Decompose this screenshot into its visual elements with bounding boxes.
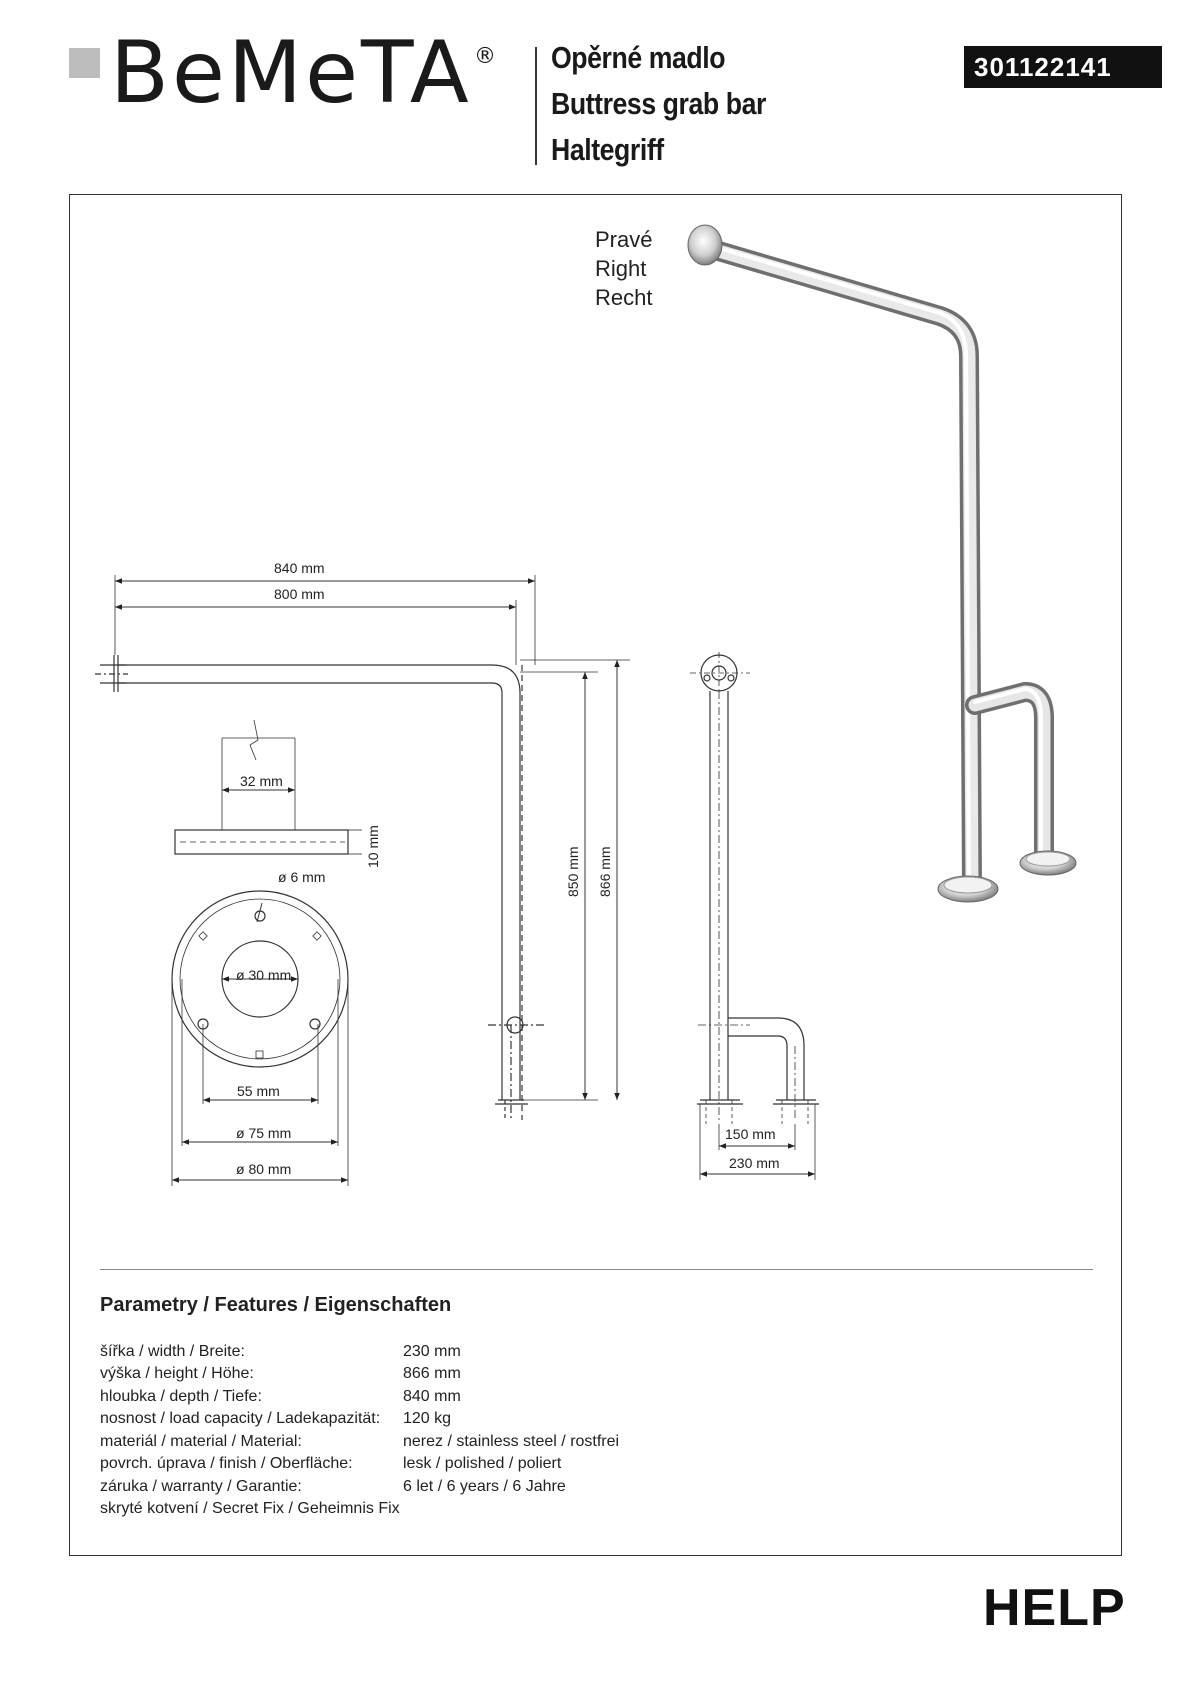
spec-value: 230 mm bbox=[403, 1343, 461, 1360]
brand-logo: BeMeTA bbox=[110, 23, 472, 123]
spec-label: záruka / warranty / Garantie: bbox=[100, 1478, 302, 1495]
dim-75: ø 75 mm bbox=[236, 1125, 292, 1141]
dim-850: 850 mm bbox=[565, 846, 581, 897]
front-view bbox=[690, 652, 819, 1180]
spec-label: skryté kotvení / Secret Fix / Geheimnis Fix bbox=[100, 1500, 400, 1517]
section-separator bbox=[100, 1269, 1093, 1270]
spec-label: materiál / material / Material: bbox=[100, 1433, 302, 1450]
dim-30: ø 30 mm bbox=[236, 967, 292, 983]
dim-80: ø 80 mm bbox=[236, 1161, 292, 1177]
spec-label: šířka / width / Breite: bbox=[100, 1343, 245, 1360]
dim-800: 800 mm bbox=[274, 586, 325, 602]
dim-10: 10 mm bbox=[365, 825, 381, 868]
variant-de: Recht bbox=[595, 285, 653, 310]
spec-row bbox=[100, 1343, 800, 1365]
title-cz: Opěrné madlo bbox=[551, 40, 726, 75]
product-code: 301122141 bbox=[964, 46, 1162, 88]
spec-row bbox=[100, 1410, 800, 1432]
dim-32: 32 mm bbox=[240, 773, 283, 789]
spec-row bbox=[100, 1455, 800, 1477]
flange-front-view bbox=[172, 891, 348, 1186]
dim-230: 230 mm bbox=[729, 1155, 780, 1171]
registered-mark: ® bbox=[474, 44, 496, 69]
spec-value: nerez / stainless steel / rostfrei bbox=[403, 1433, 620, 1450]
spec-row bbox=[100, 1388, 800, 1410]
spec-row bbox=[100, 1478, 800, 1500]
spec-label: nosnost / load capacity / Ladekapazität: bbox=[100, 1410, 381, 1427]
dim-866: 866 mm bbox=[597, 846, 613, 897]
title-en: Buttress grab bar bbox=[551, 86, 766, 121]
title-de: Haltegriff bbox=[551, 132, 664, 167]
series-name: HELP bbox=[983, 1579, 1126, 1637]
spec-label: povrch. úprava / finish / Oberfläche: bbox=[100, 1455, 353, 1472]
spec-value: 6 let / 6 years / 6 Jahre bbox=[403, 1478, 566, 1495]
spec-value: 866 mm bbox=[403, 1365, 461, 1382]
spec-row bbox=[100, 1433, 800, 1455]
dim-840: 840 mm bbox=[274, 560, 325, 576]
variant-en: Right bbox=[595, 256, 647, 281]
spec-value: lesk / polished / poliert bbox=[403, 1455, 562, 1472]
spec-row bbox=[100, 1365, 800, 1387]
spec-value: 840 mm bbox=[403, 1388, 461, 1405]
spec-label: hloubka / depth / Tiefe: bbox=[100, 1388, 262, 1405]
spec-label: výška / height / Höhe: bbox=[100, 1365, 254, 1382]
dim-6: ø 6 mm bbox=[278, 869, 326, 885]
features-heading: Parametry / Features / Eigenschaften bbox=[100, 1294, 452, 1316]
variant-cz: Pravé bbox=[595, 227, 653, 252]
dim-55: 55 mm bbox=[237, 1083, 280, 1099]
product-photo bbox=[688, 225, 1076, 902]
spec-row bbox=[100, 1500, 800, 1522]
spec-value: 120 kg bbox=[403, 1410, 452, 1427]
dim-150: 150 mm bbox=[725, 1126, 776, 1142]
